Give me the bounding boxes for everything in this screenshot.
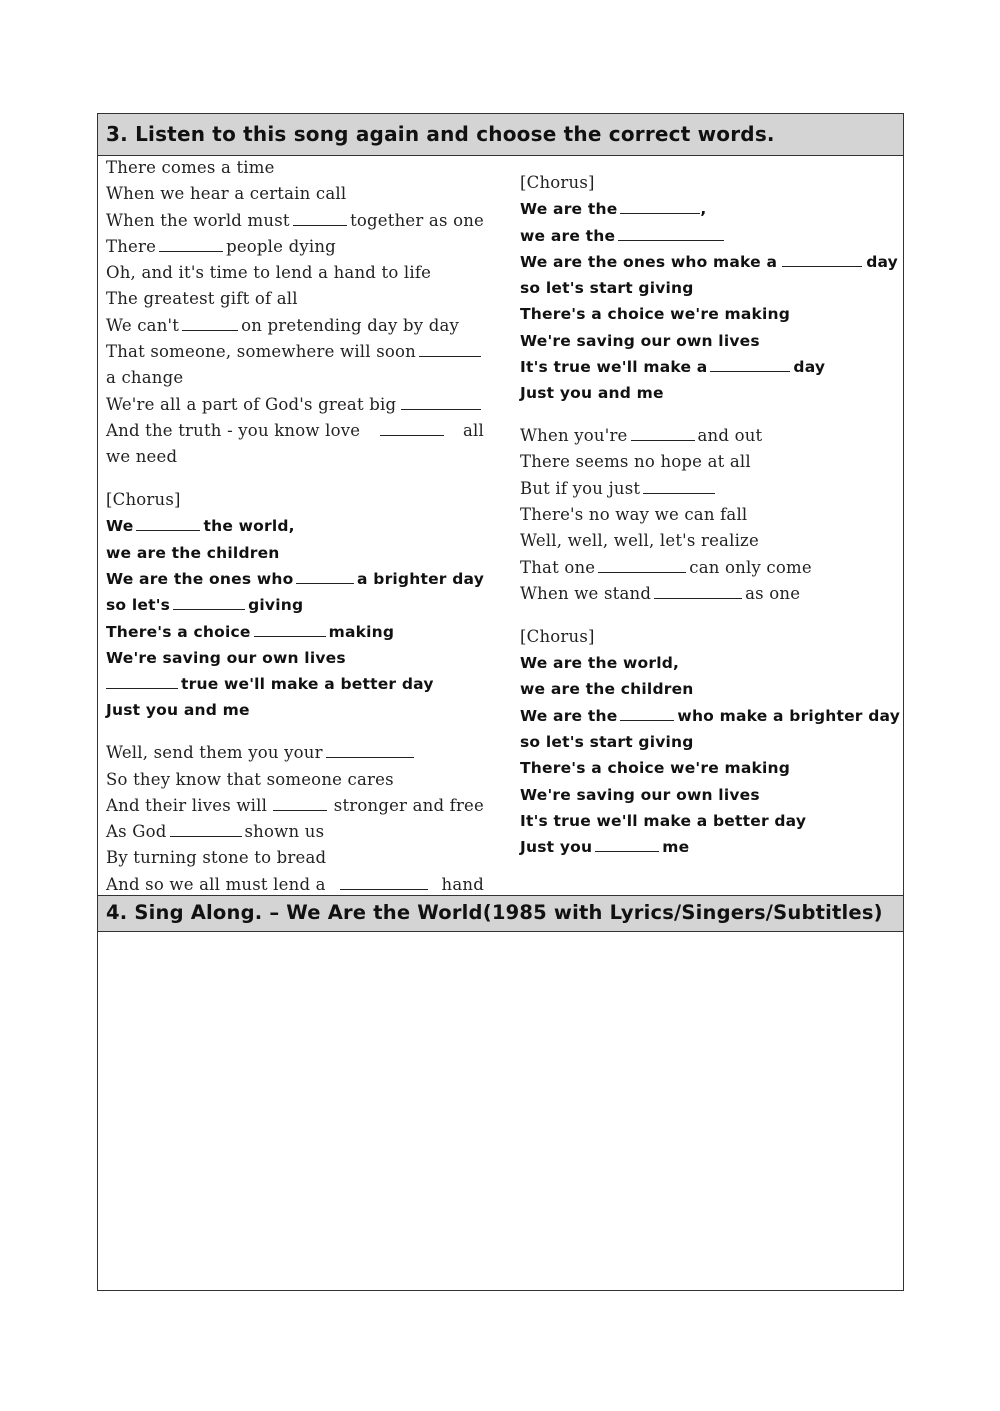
worksheet-frame [97, 113, 904, 1291]
lyric-line: That someone, somewhere will soon [106, 339, 484, 365]
lyric-line: We the world, [106, 513, 484, 539]
chorus-label: [Chorus] [520, 173, 595, 192]
lyric-line: We are the ones who a brighter day [106, 566, 484, 592]
sing-along-area [98, 932, 903, 1290]
lyric-line: There people dying [106, 234, 484, 260]
answer-blank[interactable] [296, 566, 354, 584]
answer-blank[interactable] [106, 671, 178, 689]
answer-blank[interactable] [293, 208, 347, 226]
lyric-line: so let's giving [106, 592, 484, 618]
answer-blank[interactable] [595, 834, 659, 852]
answer-blank[interactable] [643, 476, 715, 494]
lyric-line: And so we all must lend a hand [106, 872, 484, 898]
chorus-label: [Chorus] [520, 626, 595, 646]
lyric-line: There's no way we can fall [520, 505, 748, 525]
lyric-line: We are the who make a brighter day [520, 703, 898, 729]
lyric-line: So they know that someone cares [106, 769, 394, 789]
lyric-line: As God shown us [106, 819, 484, 845]
lyric-line: There's a choice making [106, 619, 484, 645]
answer-blank[interactable] [710, 354, 790, 372]
lyric-line: Just you and me [520, 384, 664, 403]
lyric-line: we are the [520, 223, 898, 249]
lyric-line: The greatest gift of all [106, 289, 298, 309]
lyric-line: We can't on pretending day by day [106, 313, 484, 339]
section-4-header: 4. Sing Along. – We Are the World(1985 with Lyrics/Singers/Subtitles) [98, 895, 903, 932]
answer-blank[interactable] [380, 418, 444, 436]
answer-blank[interactable] [273, 793, 327, 811]
lyric-line: There comes a time [106, 158, 275, 177]
lyric-line: There's a choice we're making [520, 759, 791, 778]
answer-blank[interactable] [782, 249, 862, 267]
lyrics-right-column [520, 170, 901, 860]
lyric-line: We're all a part of God's great big [106, 392, 484, 418]
answer-blank[interactable] [173, 592, 245, 610]
lyric-line: We're saving our own lives [520, 785, 760, 804]
lyrics-left-column [106, 155, 484, 898]
lyric-line: It's true we'll make a better day [520, 811, 807, 830]
answer-blank[interactable] [631, 423, 695, 441]
lyric-line: There seems no hope at all [520, 452, 751, 472]
lyric-line: It's true we'll make a day [520, 354, 898, 380]
lyric-line: we are the children [106, 543, 280, 562]
lyric-line: Well, send them you your [106, 740, 484, 766]
lyric-line: That one can only come [520, 555, 898, 581]
answer-blank[interactable] [340, 872, 428, 890]
lyric-line: Just you me [520, 834, 898, 860]
chorus-label: [Chorus] [106, 490, 181, 510]
answer-blank[interactable] [401, 392, 481, 410]
lyric-line: We're saving our own lives [520, 331, 760, 350]
lyric-line: a change [106, 368, 184, 388]
answer-blank[interactable] [620, 703, 674, 721]
lyric-line: We're saving our own lives [106, 648, 346, 667]
lyric-line: And their lives will stronger and free [106, 793, 484, 819]
answer-blank[interactable] [654, 581, 742, 599]
lyric-line: we are the children [520, 680, 694, 699]
answer-blank[interactable] [618, 223, 724, 241]
lyric-line: We are the , [520, 196, 898, 222]
lyric-line: But if you just [520, 476, 898, 502]
lyric-line: And the truth - you know love all [106, 418, 484, 444]
lyric-line: so let's start giving [520, 279, 694, 298]
lyric-line: so let's start giving [520, 732, 694, 751]
answer-blank[interactable] [598, 555, 686, 573]
lyric-line: By turning stone to bread [106, 848, 327, 868]
lyric-line: Oh, and it's time to lend a hand to life [106, 263, 432, 283]
lyric-line: When you're and out [520, 423, 898, 449]
lyric-line: When the world must together as one [106, 208, 484, 234]
answer-blank[interactable] [254, 619, 326, 637]
answer-blank[interactable] [136, 513, 200, 531]
lyric-line: We are the world, [520, 654, 680, 673]
lyric-line: When we hear a certain call [106, 184, 347, 204]
lyric-line: Well, well, well, let's realize [520, 531, 759, 551]
answer-blank[interactable] [182, 313, 238, 331]
section-3-header: 3. Listen to this song again and choose the correct words. [98, 114, 903, 156]
answer-blank[interactable] [170, 819, 242, 837]
lyric-line: true we'll make a better day [106, 671, 484, 697]
lyric-line: When we stand as one [520, 581, 898, 607]
answer-blank[interactable] [159, 234, 223, 252]
lyric-line: We are the ones who make a day [520, 249, 898, 275]
lyric-line: Just you and me [106, 701, 250, 720]
answer-blank[interactable] [419, 339, 481, 357]
lyric-line: we need [106, 447, 178, 467]
lyric-line: There's a choice we're making [520, 305, 791, 324]
answer-blank[interactable] [620, 196, 700, 214]
answer-blank[interactable] [326, 740, 414, 758]
